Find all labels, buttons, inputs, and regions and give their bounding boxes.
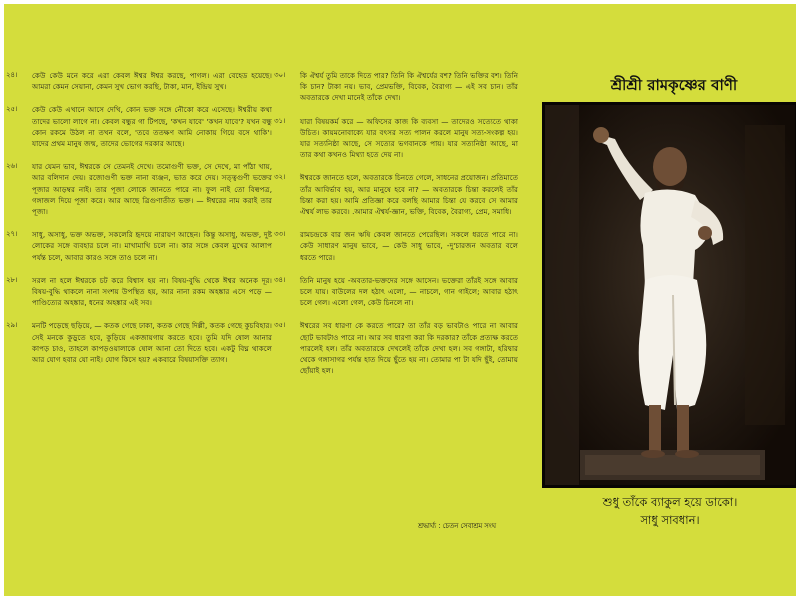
verse-30 [274, 70, 518, 104]
verse-text: সাধু, অসাধু, ভক্ত অভক্ত, সকলেরি হৃদয়ে নারায়ণ আছেন। কিন্তু অসাধু, অভক্ত, দুষ্ট লোকের সঙ্গে ব্যবহার চলে না। মাখামাখি চলে না। কার সঙ্গে কেবল মুখের আলাপ পর্যন্ত চলে, আবার কারও সঙ্গে তাও চলে না। [32, 230, 272, 262]
verse-number: ২৬। [6, 162, 18, 171]
verse-32 [274, 172, 518, 217]
verse-27 [6, 229, 272, 263]
verses-column-right [274, 70, 518, 388]
poster-page [4, 4, 796, 596]
verse-text: মনটি পড়েছে ছড়িয়ে, — কতক গেছে ঢাকা, কতক গেছে দিল্লী, কতক গেছে কুচবিহার। সেই মনকে কুড়ুতে হবে, কুড়িয়ে একজায়গায় করতে হবে। তুমি যদি ষোল আনার কাপড় চাও, তাহলে কাপড়ওয়ালাকে ষোল আনা তো দিতে হবে। একটু বিঘ্ন থাকলে আর যোগ হবার যো নাই। যোগ কিসে হয়? একবারে বিষয়াসক্তি ত্যাগ। [32, 321, 272, 365]
verse-number: ৩৫। [274, 321, 286, 330]
verse-24 [6, 70, 272, 92]
credit-line: শ্রদ্ধার্ঘ্য : চেতন সেবাশ্রম সংঘ [418, 522, 496, 530]
photo-caption [544, 493, 796, 529]
verse-number: ২৫। [6, 105, 18, 114]
verse-text: ঈশ্বরের সব ধারণা কে করতে পারে? তা তাঁর বড় ভাবটাও পারে না আবার ছোট ভাবটাও পারে না। আর সব ধারণা করা কি দরকার? তাঁকে প্রত্যক্ষ করতে পারলেই হল। তাঁর অবতারকে দেখলেই তাঁকে দেখা হল। সব গঙ্গাটা, হরিদ্বার থেকে গঙ্গাসাগর পর্যন্ত হাত দিয়ে ছুঁতে হয় না। তোমার পা টা যদি ছুঁই, তোমায় ছোঁয়াই হল। [300, 321, 518, 376]
verse-number: ৩৪। [274, 275, 286, 284]
verse-text: যারা বিষয়কর্ম করে — অফিসের কাজ কি ব্যবসা — তাদেরও সত্যেতে থাকা উচিত। কায়মনোবাক্যে যার বৎসর সত্য পালন করলে মানুষ সত্য-সংকল্প হয়। যার সত্যনিষ্ঠা আছে, সে সত্যের ভগবানকে পায়। যার সত্যনিষ্ঠা আছে, মা তার কথা কখনও মিথ্যা হতে দেয় না। [300, 116, 518, 160]
caption-line-1: শুধু তাঁকে ব্যাকুল হয়ে ডাকো। [602, 495, 738, 509]
verse-29 [6, 320, 272, 365]
verse-25 [6, 104, 272, 149]
verse-text: রামচন্দ্রকে বার জন ঋষি কেবল জানতে পেরেছিল। সকলে ধরতে পারে না। কেউ সাধারণ মানুষ ভাবে, — কেউ সাধু ভাবে, -দু'চারজন অবতার বলে ধরতে পারে। [300, 230, 518, 262]
verse-35 [274, 320, 518, 376]
caption-line-2: সাধু সাবধান। [640, 513, 700, 527]
verse-number: ২৭। [6, 230, 18, 239]
verse-26 [6, 161, 272, 217]
portrait-photo [542, 102, 796, 488]
verse-number: ২৮। [6, 275, 18, 284]
verse-text: যার যেমন ভাব, ঈশ্বরকে সে তেমনই দেখে। তমোগুণী ভক্ত, সে দেখে, মা পাঁঠা খায়, আর বলিদান দেয়। রজোগুণী ভক্ত নানা ব্যঞ্জন, ভাত করে দেয়। সত্ত্বগুণী ভক্তের পূজার আড়ম্বর নাই। তার পূজা লোকে জানতে পারে না। ফুল নাই তো বিল্বপত্র, গঙ্গাজল দিয়ে পূজা করে। আর আছে ত্রিগুণাতীত ভক্ত। — ঈশ্বরের নাম করাই তার পূজা। [32, 162, 272, 217]
verse-number: ২৯। [6, 321, 18, 330]
verse-text: কেউ কেউ মনে করে এরা কেবল ঈশ্বর ঈশ্বর করছে, পাগল। এরা বেহেড হয়েছে। আমরা কেমন সেয়ানা, কেমন সুখ ভোগ করছি, টাকা, মান, ইন্দ্রিয় সুখ। [32, 71, 272, 92]
verse-text: সরল না হলে ঈশ্বরকে চট করে বিশ্বাস হয় না। বিষয়-বুদ্ধি থেকে ঈশ্বর অনেক দূর। বিষয়-বুদ্ধি থাকলে নানা সংশয় উপস্থিত হয়, আর নানা রকম অহঙ্কার এসে পড়ে — পাণ্ডিত্যের অহঙ্কার, ধনের অহঙ্কার এই সব। [32, 275, 272, 308]
verse-31 [274, 116, 518, 161]
verse-34 [274, 275, 518, 309]
verse-number: ৩০। [274, 71, 286, 79]
verse-number: ২৪। [6, 71, 18, 79]
verse-text: কি ঐশ্বর্য তুমি তাকে দিতে পার? তিনি কি ঐশ্বর্যের বশ? তিনি ভক্তির বশ। তিনি কি চান? টাকা নয়। ভাব, প্রেমভক্তি, বিবেক, বৈরাগ্য — এই সব চান। তাঁর অবতারকে দেখা মানেই তাঁকে দেখা। [300, 71, 518, 103]
verses-column-left [6, 70, 272, 377]
verse-number: ৩১। [274, 116, 286, 125]
verse-28 [6, 275, 272, 309]
verse-text: কেউ কেউ এখানে আসে দেখি, কোন ভক্ত সঙ্গে নৌকো করে এসেছে। ঈশ্বরীয় কথা তাদের ভালো লাগে না। কেবল বন্ধুর গা টিপছে, 'কখন যাবে' 'কখন যাবে'? যখন বন্ধু কোন রকমে উঠল না তখন বলে, 'তবে ততক্ষণ আমি নোকায় গিয়ে বসে থাকি'। যাদের প্রথম মানুষ জন্ম, তাদের ভোগের দরকার আছে। [32, 105, 272, 149]
verse-33 [274, 229, 518, 263]
poster-title: শ্রীশ্রী রামকৃষ্ণের বাণী [610, 76, 738, 94]
verse-text: তিনি মানুষ হয়ে -অবতার-ভক্তদের সঙ্গে আসেন। ভক্তেরা তাঁরই সঙ্গে আবার চলে যায়। বাউলের দল হঠাৎ এলো, — নাচলে, গান গাইলে; আবার হঠাৎ চলে গেল। এলো গেল, কেউ চিনলে না। [300, 275, 518, 308]
verse-number: ৩২। [274, 173, 286, 182]
portrait-illustration [545, 105, 795, 485]
verse-number: ৩৩। [274, 230, 286, 239]
verse-text: ঈশ্বরকে জানতে হলে, অবতারকে চিনতে গেলে, সাধনের প্রয়োজন। প্রতিমাতে তাঁর আবির্ভাব হয়, আর মানুষে হবে না? — অবতারকে চিন্তা করলেই তাঁর চিন্তা করা হয়। আমি প্রতিজ্ঞা করে বলছি আমার চিন্তা যে করবে সে আমার ঐশ্বর্য লাভ করবে। .আমার ঐশ্বর্য-জ্ঞান, ভক্তি, বিবেক, বৈরাগ্য, প্রেম, সমাধি। [300, 173, 518, 217]
